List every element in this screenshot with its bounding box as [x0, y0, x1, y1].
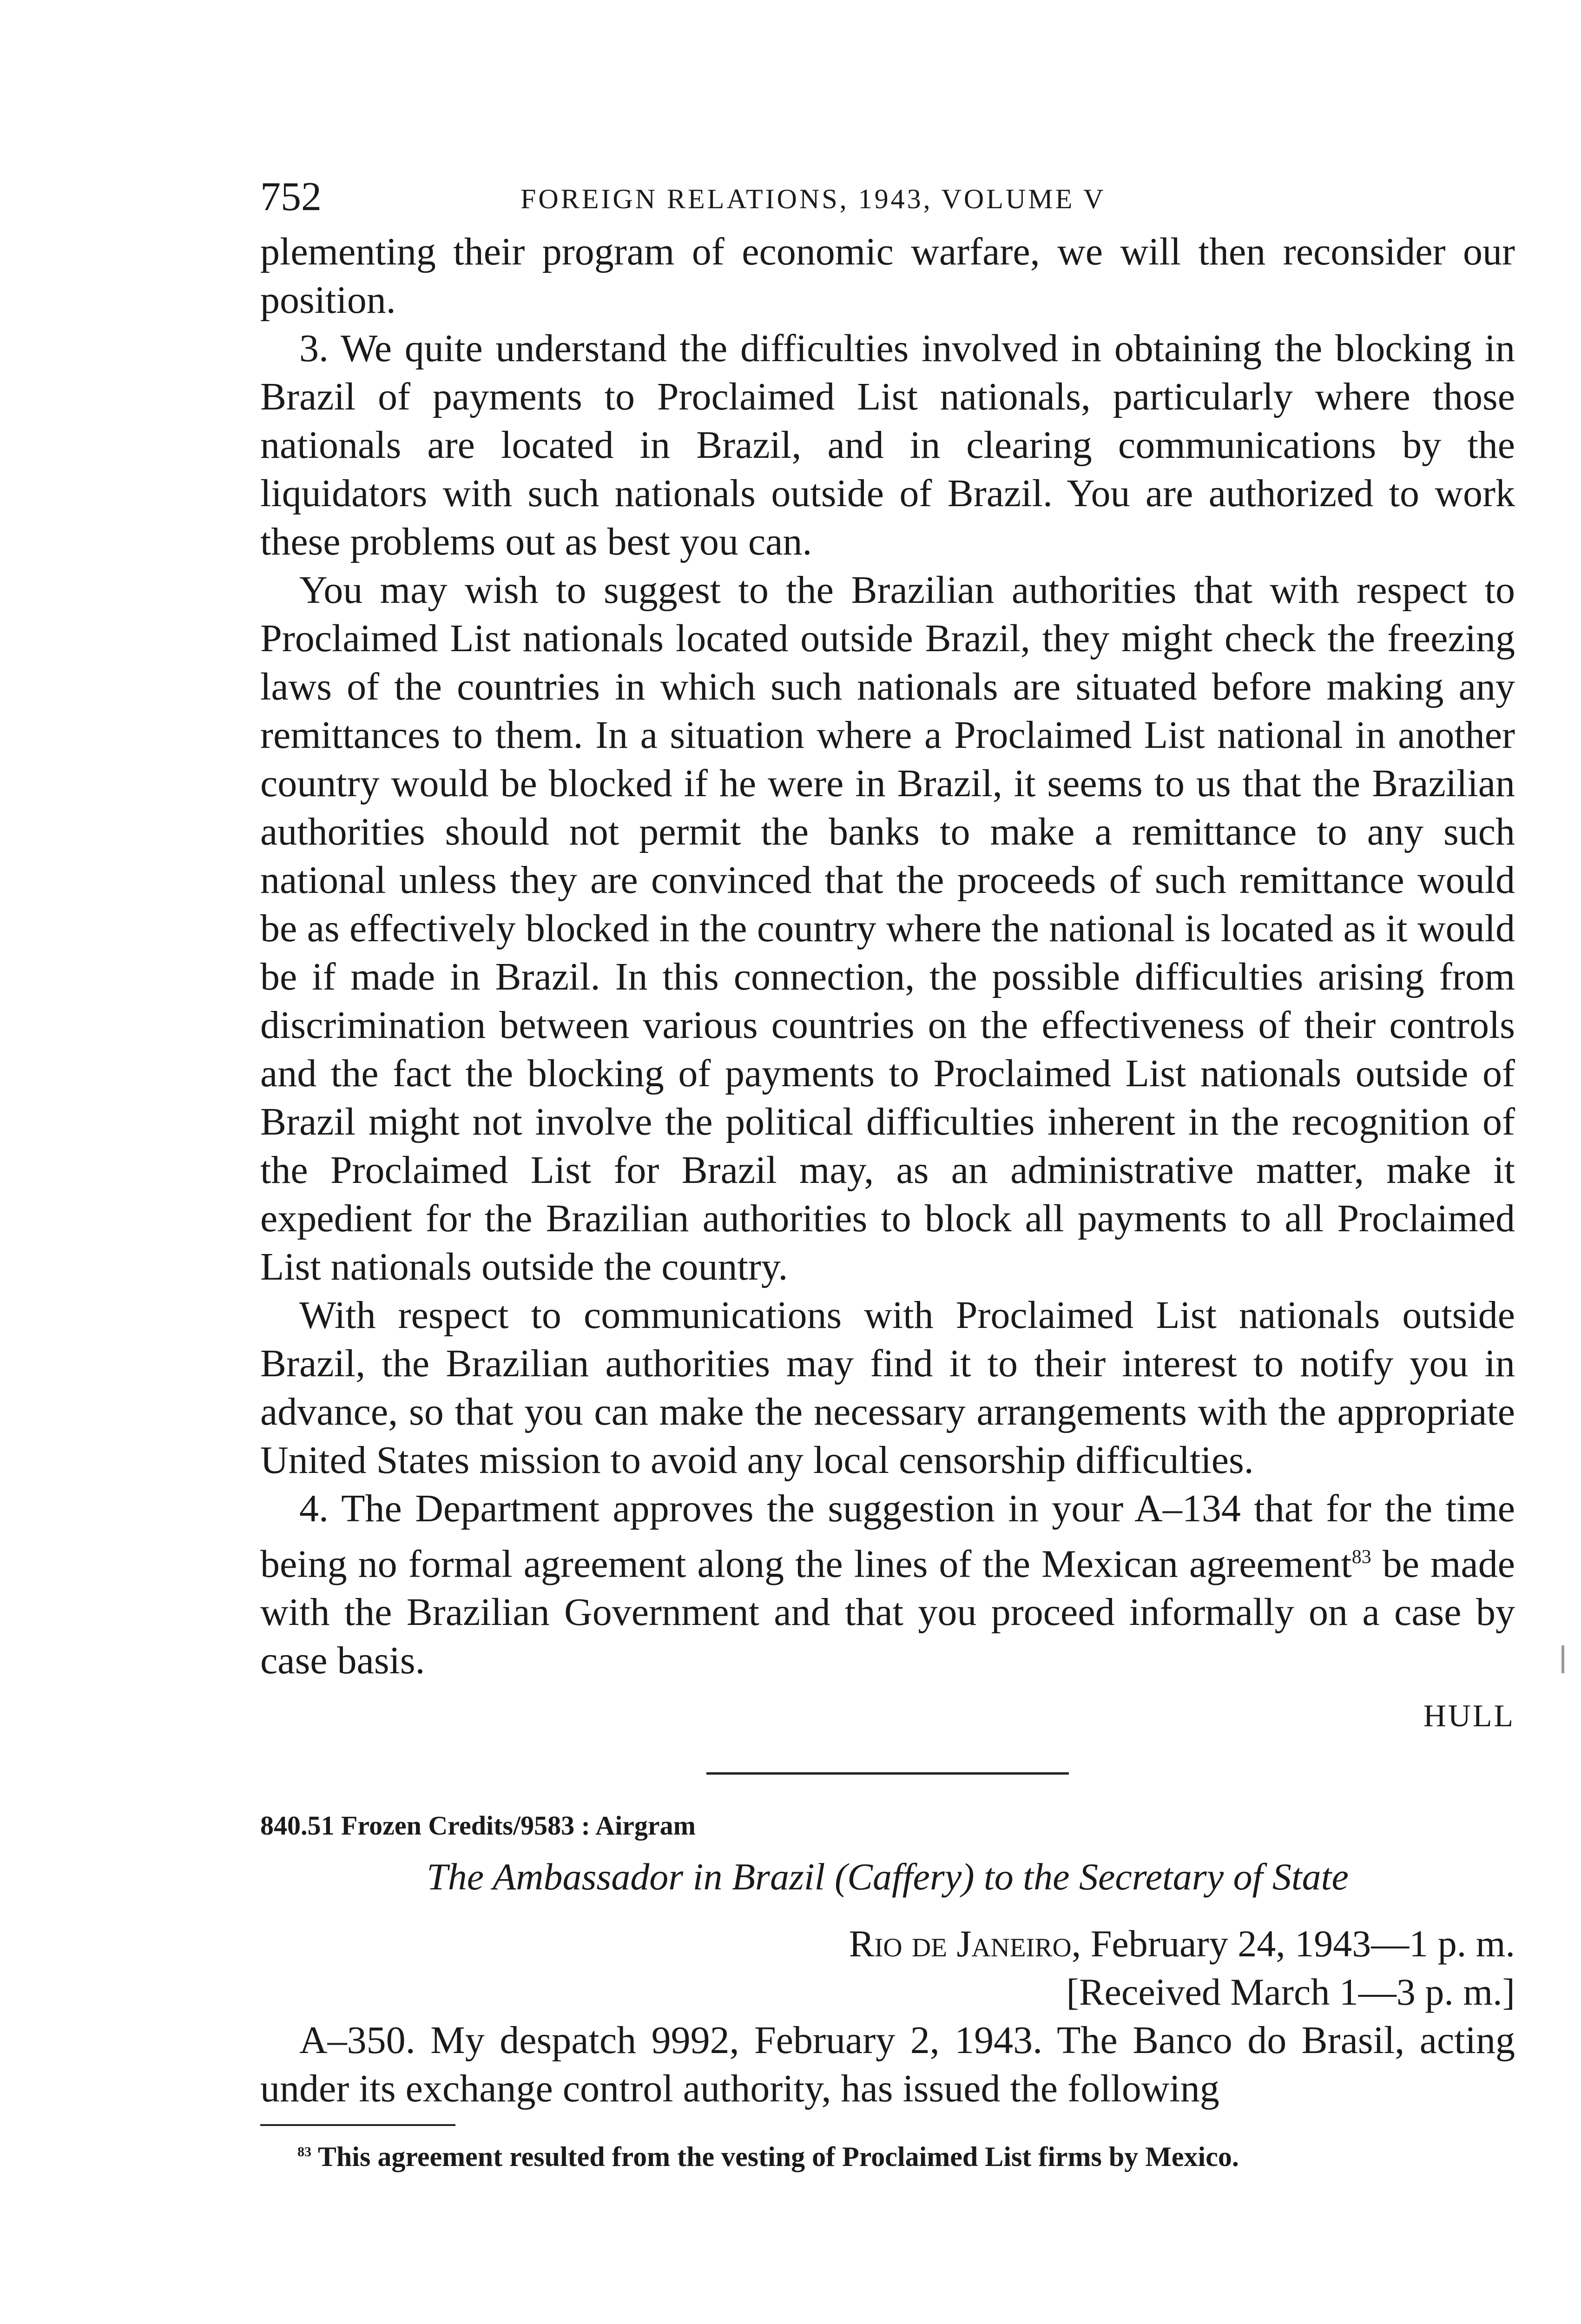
paragraph-4-text-b: be made with the Brazilian Government and that you proceed informally on a case by case basis.	[260, 1542, 1515, 1683]
footnote-number: 83	[297, 2144, 311, 2160]
paragraph-4	[260, 1485, 1515, 1685]
section-divider	[706, 1772, 1069, 1775]
footnote-reference: 83	[1351, 1546, 1371, 1568]
file-reference: 840.51 Frozen Credits/9583 : Airgram	[260, 1810, 696, 1841]
dateline	[260, 1920, 1515, 1968]
dateline-place: Rio de Janeiro	[849, 1922, 1072, 1965]
running-header	[260, 174, 1515, 228]
dateline-date: , February 24, 1943—1 p. m.	[1071, 1922, 1515, 1965]
footnote	[260, 2134, 1515, 2174]
paragraph-communications: With respect to communications with Proclaimed List nationals outside Brazil, the Brazilian authorities may find it to their interest to notify you in advance, so that you can make the necessary arrangements with the appropriate United States mission to avoid any local censorship difficulties.	[260, 1294, 1515, 1482]
airgram-body: A–350. My despatch 9992, February 2, 1943. The Banco do Brasil, acting under its exchange control authority, has issued the following	[260, 2019, 1515, 2111]
paragraph-4-text-a: 4. The Department approves the suggestion in your A–134 that for the time being no formal agreement along the lines of the Mexican agreement	[260, 1487, 1515, 1586]
signature: HULL	[1423, 1698, 1515, 1734]
received-note: [Received March 1—3 p. m.]	[1066, 1971, 1515, 2014]
footnote-text: This agreement resulted from the vesting of Proclaimed List firms by Mexico.	[311, 2141, 1239, 2172]
footnote-rule	[260, 2124, 455, 2126]
page-number: 752	[260, 174, 322, 219]
running-title: FOREIGN RELATIONS, 1943, VOLUME V	[520, 184, 1106, 214]
margin-mark	[1561, 1645, 1564, 1673]
paragraph-suggestion: You may wish to suggest to the Brazilian authorities that with respect to Proclaimed List nationals located outside Brazil, they might check the freezing laws of the countries in which such nationals are situated before making any remittances to them. In a situation where a Proclaimed List national in another country would be blocked if he were in Brazil, it seems to us that the Brazilian authorities should not permit the banks to make a remittance to any such national unless they are convinced that the proceeds of such remittance would be as effectively blocked in the country where the national is located as it would be if made in Brazil. In this connection, the possible difficulties arising from discrimination between various countries on the effectiveness of their controls and the fact the blocking of payments to Proclaimed List nationals outside of Brazil might not involve the political difficulties inherent in the recognition of the Proclaimed List for Brazil may, as an administrative matter, make it expedient for the Brazilian authorities to block all payments to all Proclaimed List nationals outside the country.	[260, 568, 1515, 1288]
document-title: The Ambassador in Brazil (Caffery) to the Secretary of State	[427, 1855, 1349, 1898]
document-page	[260, 174, 1515, 2174]
paragraph-continuation: plementing their program of economic warfare, we will then reconsider our position.	[260, 230, 1515, 322]
paragraph-3: 3. We quite understand the difficulties involved in obtaining the blocking in Brazil of payments to Proclaimed List nationals, particularly where those nationals are located in Brazil, and in clearing communications by the liquidators with such nationals outside of Brazil. You are authorized to work these problems out as best you can.	[260, 327, 1515, 563]
